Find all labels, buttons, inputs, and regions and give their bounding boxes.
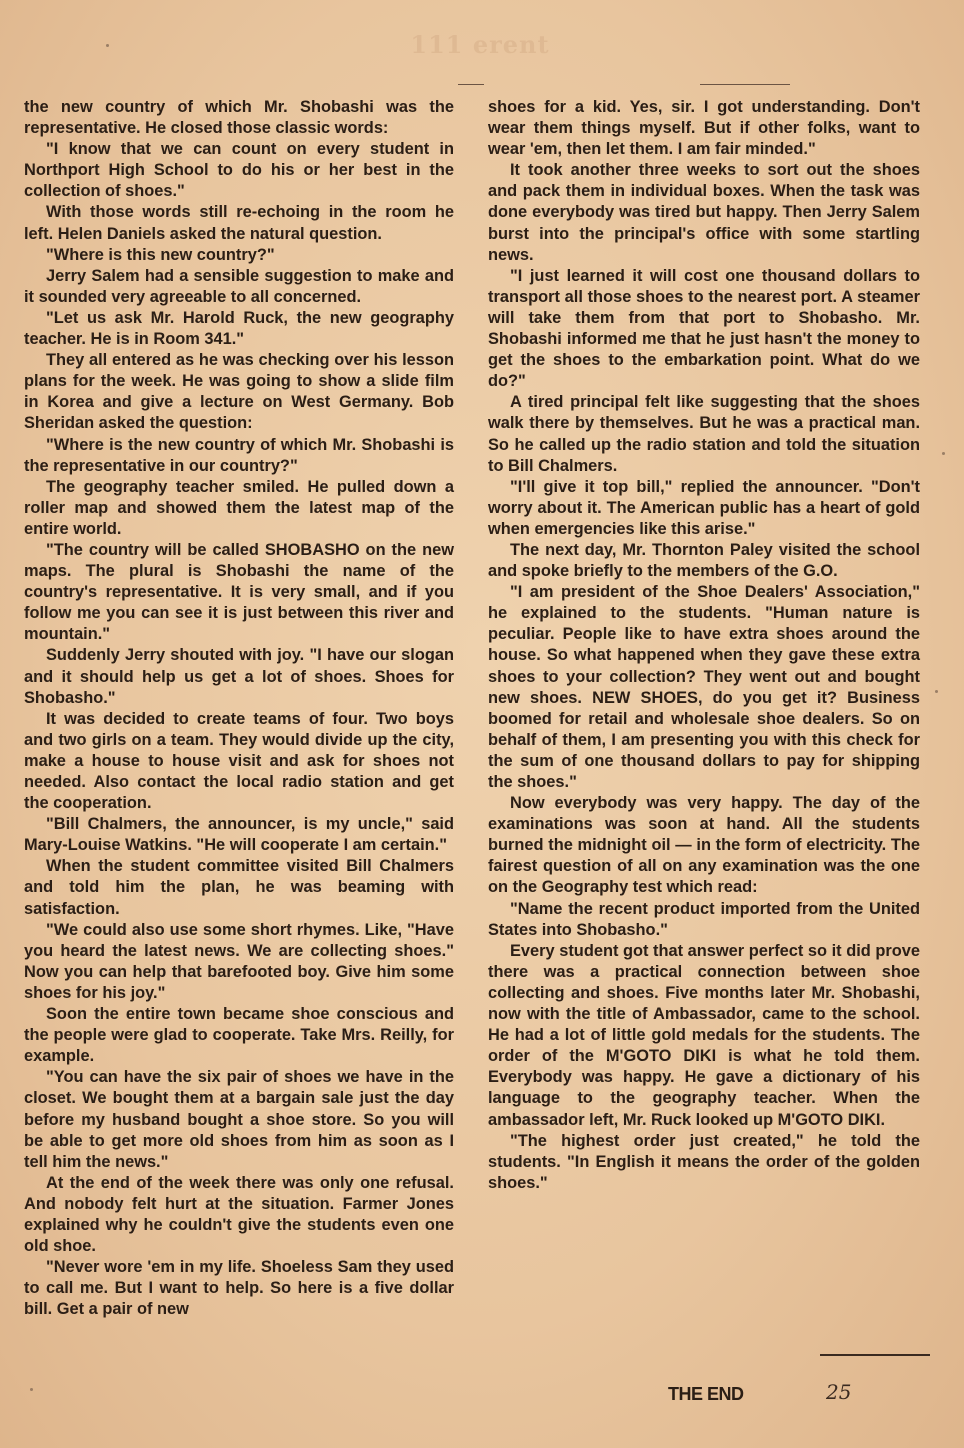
story-paragraph: "I just learned it will cost one thousand dollars to transport all those shoes to the nearest port. A steamer will take them from that port to Shobasho. Mr. Shobashi informed me that he just hasn't the money to get the shoes to the embarkation point. What do we do?" [488,266,920,391]
story-paragraph: "Bill Chalmers, the announcer, is my uncle," said Mary-Louise Watkins. "He will cooperate I am certain." [24,815,454,855]
ghost-header: 111 erent [410,30,550,59]
story-paragraph: Soon the entire town became shoe conscious and the people were glad to cooperate. Take Mrs. Reilly, for example. [24,1005,454,1066]
story-paragraph: shoes for a kid. Yes, sir. I got understanding. Don't wear them things myself. But if other folks, want to wear 'em, then let them. I am fair minded." [488,98,920,159]
top-rule-left [458,84,484,85]
right-column [488,97,920,1194]
story-paragraph: "We could also use some short rhymes. Like, "Have you heard the latest news. We are collecting shoes." Now you can help that barefooted boy. Give him some shoes for his joy." [24,920,454,1002]
story-paragraph: "Where is the new country of which Mr. Shobashi is the representative in our country?" [24,435,454,475]
print-speck [935,690,938,693]
story-paragraph: "The highest order just created," he told the students. "In English it means the order of the golden shoes." [488,1131,920,1192]
story-paragraph: They all entered as he was checking over his lesson plans for the week. He was going to show a slide film in Korea and give a lecture on West Germany. Bob Sheridan asked the question: [24,351,454,433]
story-paragraph: the new country of which Mr. Shobashi was the representative. He closed those classic words: [24,98,454,138]
print-speck [30,1388,33,1391]
story-paragraph: "Name the recent product imported from the United States into Shobasho." [488,899,920,939]
left-column [24,97,454,1320]
story-paragraph: "You can have the six pair of shoes we have in the closet. We bought them at a bargain sale just the day before my husband bought a shoe store. So you will be able to get more old shoes from him as soon as I tell him the news." [24,1068,454,1171]
story-paragraph: "Let us ask Mr. Harold Ruck, the new geography teacher. He is in Room 341." [24,308,454,349]
the-end-label: THE END [668,1384,744,1404]
story-paragraph: Now everybody was very happy. The day of the examinations was soon at hand. All the students burned the midnight oil — in the form of electricity. The fairest question of all on any examination was the one on the Geography test which read: [488,794,920,897]
story-paragraph: "Never wore 'em in my life. Shoeless Sam they used to call me. But I want to help. So here is a five dollar bill. Get a pair of new [24,1258,454,1319]
story-paragraph: It was decided to create teams of four. Two boys and two girls on a team. They would divide up the city, make a house to house visit and ask for shoes not needed. Also contact the local radio station and get the cooperation. [24,709,454,813]
story-paragraph: When the student committee visited Bill Chalmers and told him the plan, he was beaming with satisfaction. [24,857,454,918]
end-rule [820,1354,930,1356]
story-paragraph: It took another three weeks to sort out the shoes and pack them in individual boxes. When the task was done everybody was tired but happy. Then Jerry Salem burst into the principal's office with some startling news. [488,161,920,264]
top-rule-right [700,84,790,85]
story-paragraph: Jerry Salem had a sensible suggestion to make and it sounded very agreeable to all concerned. [24,266,454,306]
story-paragraph: The next day, Mr. Thornton Paley visited the school and spoke briefly to the members of the G.O. [488,540,920,581]
story-paragraph: The geography teacher smiled. He pulled down a roller map and showed them the latest map of the entire world. [24,477,454,538]
story-paragraph: A tired principal felt like suggesting that the shoes walk there by themselves. But he was a practical man. So he called up the radio station and told the situation to Bill Chalmers. [488,393,920,475]
story-paragraph: Every student got that answer perfect so it did prove there was a practical connection between shoe collecting and shoes. Five months later Mr. Shobashi, now with the title of Ambassador, came to the school. He had a lot of little gold medals for the students. The order of the M'GOTO DIKI is what he told them. Everybody was happy. He gave a dictionary of his language to the geography teacher. When the ambassador left, Mr. Ruck looked up M'GOTO DIKI. [488,941,920,1129]
story-paragraph: "The country will be called SHOBASHO on the new maps. The plural is Shobashi the name of the country's representative. It is very small, and if you follow me you can see it is just between this river and mountain." [24,540,454,644]
print-speck [106,44,109,47]
story-paragraph: Suddenly Jerry shouted with joy. "I have our slogan and it should help us get a lot of shoes. Shoes for Shobasho." [24,646,454,707]
story-paragraph: "Where is this new country?" [46,245,275,264]
story-paragraph: "I am president of the Shoe Dealers' Association," he explained to the students. "Human nature is peculiar. People like to have extra shoes around the house. So what happened when they gave these extra shoes to your collection? They went out and bought new shoes. NEW SHOES, do you get it? Business boomed for retail and wholesale shoe dealers. So on behalf of them, I am presenting you with this check for the sum of one thousand dollars to pay for shipping the shoes." [488,583,920,791]
story-paragraph: "I know that we can count on every student in Northport High School to do his or her best in the collection of shoes." [24,140,454,201]
page-number: 25 [826,1380,852,1404]
print-speck [942,452,945,455]
story-paragraph: "I'll give it top bill," replied the announcer. "Don't worry about it. The American public has a heart of gold when emergencies like this arise." [488,477,920,538]
story-paragraph: At the end of the week there was only one refusal. And nobody felt hurt at the situation. Farmer Jones explained why he couldn't give the students even one old shoe. [24,1173,454,1256]
story-paragraph: With those words still re-echoing in the room he left. Helen Daniels asked the natural question. [24,203,454,243]
